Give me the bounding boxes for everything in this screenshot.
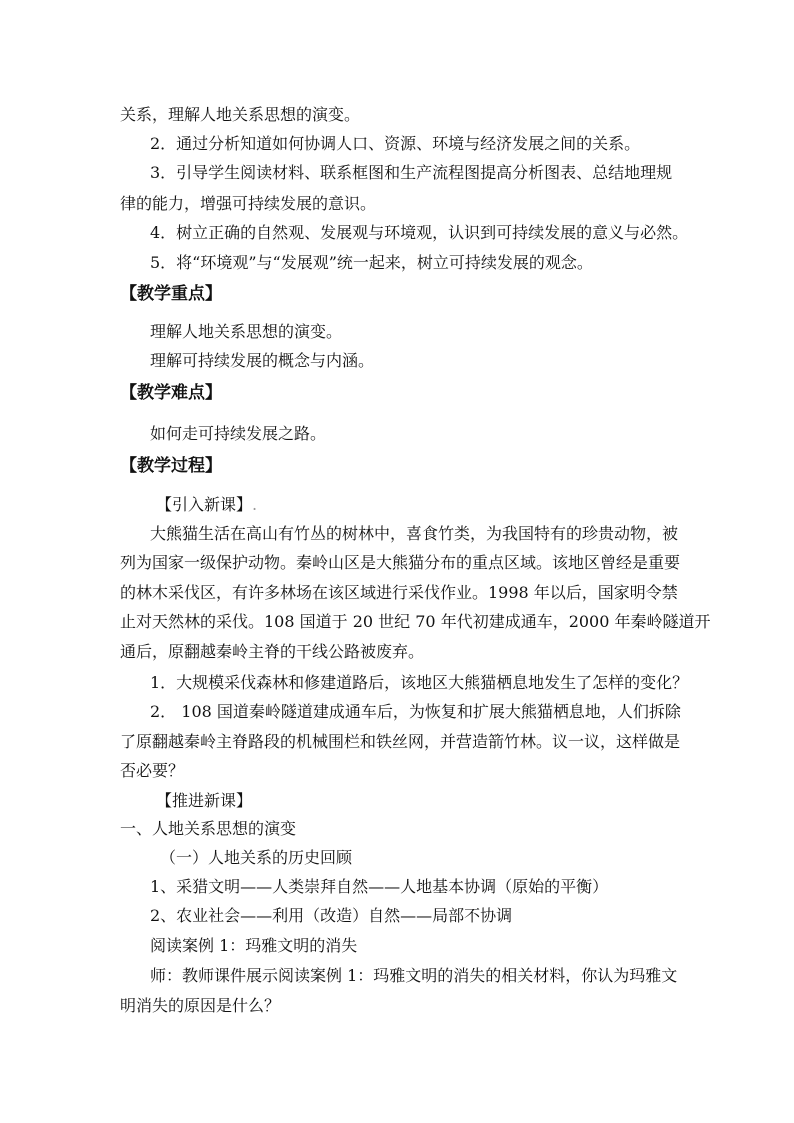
text-line: 2． 108 国道秦岭隧道建成通车后，为恢复和扩展大熊猫栖息地，人们拆除 <box>150 702 681 721</box>
text-line: 5．将“环境观”与“发展观”统一起来，树立可持续发展的观念。 <box>150 253 593 272</box>
text-line: 否必要？ <box>120 761 185 780</box>
text-line: 4．树立正确的自然观、发展观与环境观，认识到可持续发展的意义与必然。 <box>150 223 689 242</box>
text-line: 阅读案例 1：玛雅文明的消失 <box>150 936 358 955</box>
section-heading-process: 【教学过程】 <box>120 456 222 476</box>
text-line: 止对天然林的采伐。108 国道于 20 世纪 70 年代初建成通车，2000 年秦岭隧道开 <box>120 612 711 631</box>
text-line: 1．大规模采伐森林和修建道路后，该地区大熊猫栖息地发生了怎样的变化？ <box>150 673 689 692</box>
text-line: 理解可持续发展的概念与内涵。 <box>150 351 375 370</box>
text-line: 的林木采伐区，有许多林场在该区域进行采伐作业。1998 年以后，国家明令禁 <box>120 583 678 602</box>
text-line: 通后，原翻越秦岭主脊的干线公路被废弃。 <box>120 642 425 661</box>
text-line: 大熊猫生活在高山有竹丛的树林中，喜食竹类，为我国特有的珍贵动物，被 <box>150 524 679 543</box>
text-line: 律的能力，增强可持续发展的意识。 <box>120 194 377 213</box>
text-line: 理解人地关系思想的演变。 <box>150 322 343 341</box>
text-line: 关系，理解人地关系思想的演变。 <box>120 105 361 124</box>
text-line: 2．通过分析知道如何协调人口、资源、环境与经济发展之间的关系。 <box>150 134 641 153</box>
section-heading-key-points: 【教学重点】 <box>120 284 222 304</box>
text-line: 师：教师课件展示阅读案例 1：玛雅文明的消失的相关材料，你认为玛雅文 <box>150 966 678 985</box>
text-line: 一、人地关系思想的演变 <box>120 819 297 838</box>
subsection-advance: 【推进新课】 <box>156 791 253 810</box>
text-line: 1、采猎文明——人类崇拜自然——人地基本协调（原始的平衡） <box>150 877 609 896</box>
text-line: 明消失的原因是什么？ <box>120 996 281 1015</box>
text-line: 3．引导学生阅读材料、联系框图和生产流程图提高分析图表、总结地理规 <box>150 163 673 182</box>
text-line: 了原翻越秦岭主脊路段的机械围栏和铁丝网，并营造箭竹林。议一议，这样做是 <box>120 732 681 751</box>
text-line: 列为国家一级保护动物。秦岭山区是大熊猫分布的重点区域。该地区曾经是重要 <box>120 553 681 572</box>
text-line: （一）人地关系的历史回顾 <box>160 848 353 867</box>
section-heading-difficulties: 【教学难点】 <box>120 383 222 403</box>
text-line: 2、农业社会——利用（改造）自然——局部不协调 <box>150 906 513 925</box>
trailing-mark: . <box>252 495 258 514</box>
subsection-intro <box>156 494 736 516</box>
text-line: 如何走可持续发展之路。 <box>150 424 327 443</box>
intro-label: 【引入新课】 <box>156 495 253 514</box>
